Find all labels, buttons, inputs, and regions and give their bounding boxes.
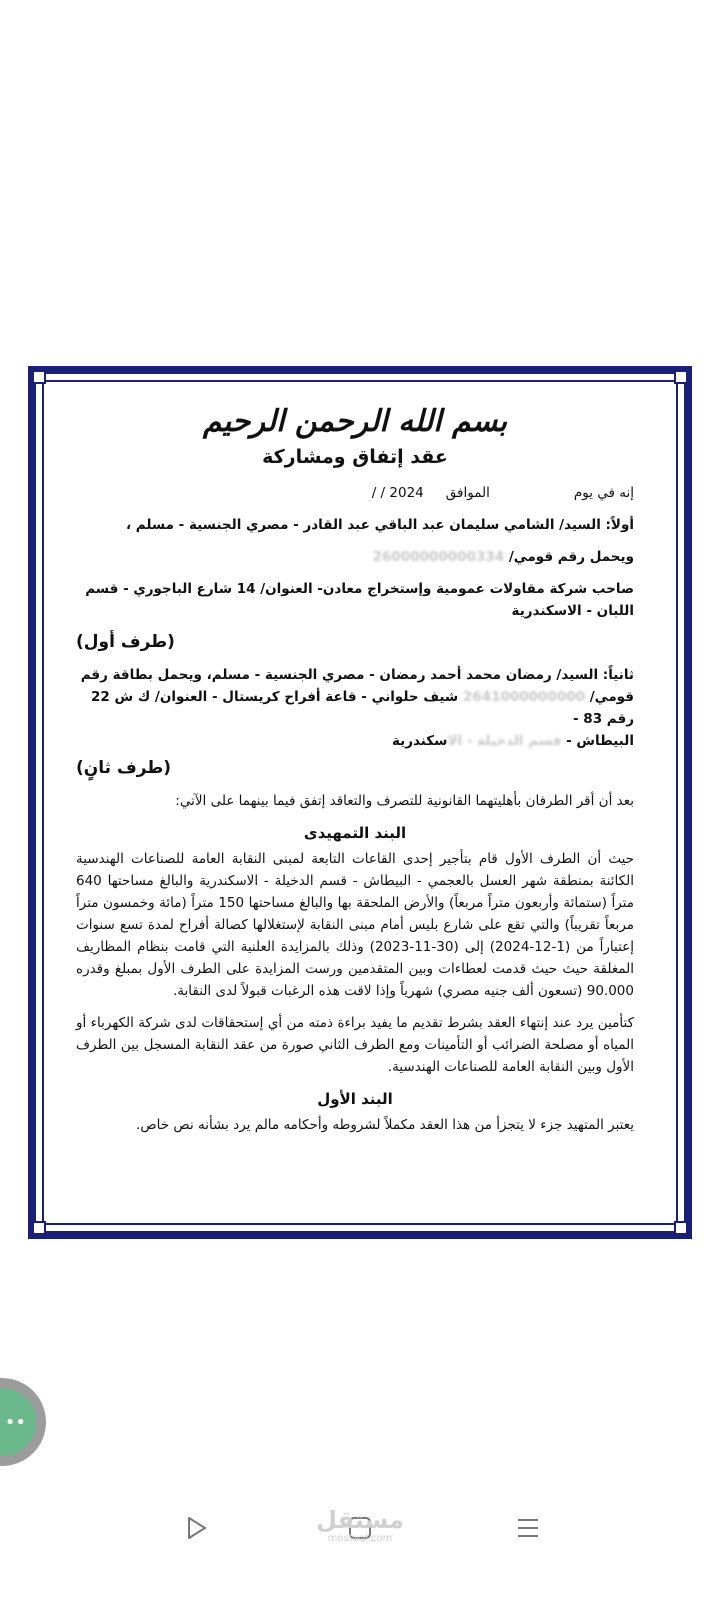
clause1-heading: البند الأول xyxy=(317,1090,393,1108)
clause1-text: يعتبر المتهيد جزء لا يتجزأ من هذا العقد مكملاً لشروطه وأحكامه مالم يرد بشأنه نص خاص. xyxy=(136,1117,634,1133)
watermark-latin: mostaql.com xyxy=(327,1533,393,1544)
first-party-id xyxy=(76,546,634,568)
second-party-line3 xyxy=(76,730,634,752)
floating-action-button[interactable] xyxy=(0,1378,46,1466)
first-party-label: (طرف أول) xyxy=(76,632,175,652)
deposit-paragraph: كتأمين يرد عند إنتهاء العقد بشرط تقديم ما يفيد براءة ذمته من أي إستحقاقات لدى شركة الكهرباء أو المياه أو مصلحة الضرائب أو التأمينات ومع الطرف الثاني صورة من عقد النقابة المسجل بين الطرف الأول وبين النقابة العامة للصناعات الهندسية. xyxy=(76,1015,634,1075)
date-line xyxy=(76,482,634,504)
basmala-calligraphy: بسم الله الرحمن الرحيم xyxy=(202,404,508,439)
address-redacted: قسم الدخيلة - الا xyxy=(447,733,562,749)
more-dots-icon: •• xyxy=(0,1388,36,1456)
corner-ornament xyxy=(674,1221,688,1235)
corner-ornament xyxy=(674,370,688,384)
document-content xyxy=(76,400,634,1146)
second-party-details xyxy=(76,664,634,752)
watermark xyxy=(305,1507,415,1544)
first-party-name: أولاً: السيد/ الشامي سليمان عبد الباقي عبد القادر - مصري الجنسية - مسلم ، xyxy=(125,517,634,533)
date-corresponding: الموافق xyxy=(445,485,490,501)
date-value: / / 2024 xyxy=(371,485,424,501)
corner-ornament xyxy=(32,370,46,384)
preamble-heading: البند التمهيدى xyxy=(303,824,407,842)
second-party-job-address: شيف حلواني - قاعة أفراح كريستال - العنوان/ ك ش 22 رقم 83 - xyxy=(91,689,634,727)
national-id-redacted: 2641000000000 xyxy=(462,689,586,705)
corner-ornament xyxy=(32,1221,46,1235)
address-part: سكندرية xyxy=(391,733,448,749)
date-intro: إنه في يوم xyxy=(573,485,634,501)
id-value-redacted: 26000000000334 xyxy=(372,549,505,565)
agreement-intro: بعد أن أقر الطرفان بأهليتهما القانونية للتصرف والتعاقد إتفق فيما بينهما على الآتي: xyxy=(175,793,634,809)
first-party-details: صاحب شركة مقاولات عمومية وإستخراج معادن- العنوان/ 14 شارع الباجوري - قسم اللبان - الاسكندرية xyxy=(85,581,634,619)
watermark-arabic: مستقل xyxy=(316,1506,404,1534)
document-title: عقد إتفاق ومشاركة xyxy=(262,446,448,468)
national-id-label: قومي/ xyxy=(589,689,634,705)
preamble-paragraph: حيث أن الطرف الأول قام بتأجير إحدى القاعات التابعة لمبنى النقابة العامة للصناعات الهندسية الكائنة بمنطقة شهر العسل بالعجمي - البيطاش - قسم الدخيلة - الاسكندرية والبالغ مساحتها 640 متراً (ستمائة وأربعون متراً مربعاً) والأرض الملحقة بها والبالغ مساحتها 150 متراً (مائة وخمسون متراً مربعاً تقريباً) والتي تقع على شارع بليس أمام مبنى النقابة لإستغلالها كصالة أفراح لمدة تسع سنوات إعتباراً من (1-12-2024) إلى (30-11-2023) وذلك بالمزايدة العلنية التي قامت بنظام المظاريف المغلقة حيث حيث قدمت لعطاءات وبين المتقدمين ورست المزايدة على الطرف الأول بمبلغ وقدره 90.000 (تسعون ألف جنيه مصري) شهرياً وإذا لاقت هذه الرغبات قبولاً لدى النقابة. xyxy=(76,851,634,999)
address-part: البيطاش - xyxy=(566,733,634,749)
document-frame xyxy=(28,366,692,1239)
menu-lines-icon[interactable] xyxy=(512,1512,544,1544)
second-party-line2 xyxy=(76,686,634,730)
id-label: ويحمل رقم قومي/ xyxy=(508,549,634,565)
play-icon[interactable] xyxy=(180,1512,212,1544)
second-party-label: (طرف ثانٍ) xyxy=(76,758,172,778)
second-party-line1: ثانياً: السيد/ رمضان محمد أحمد رمضان - مصري الجنسية - مسلم، ويحمل بطاقة رقم xyxy=(80,667,634,683)
